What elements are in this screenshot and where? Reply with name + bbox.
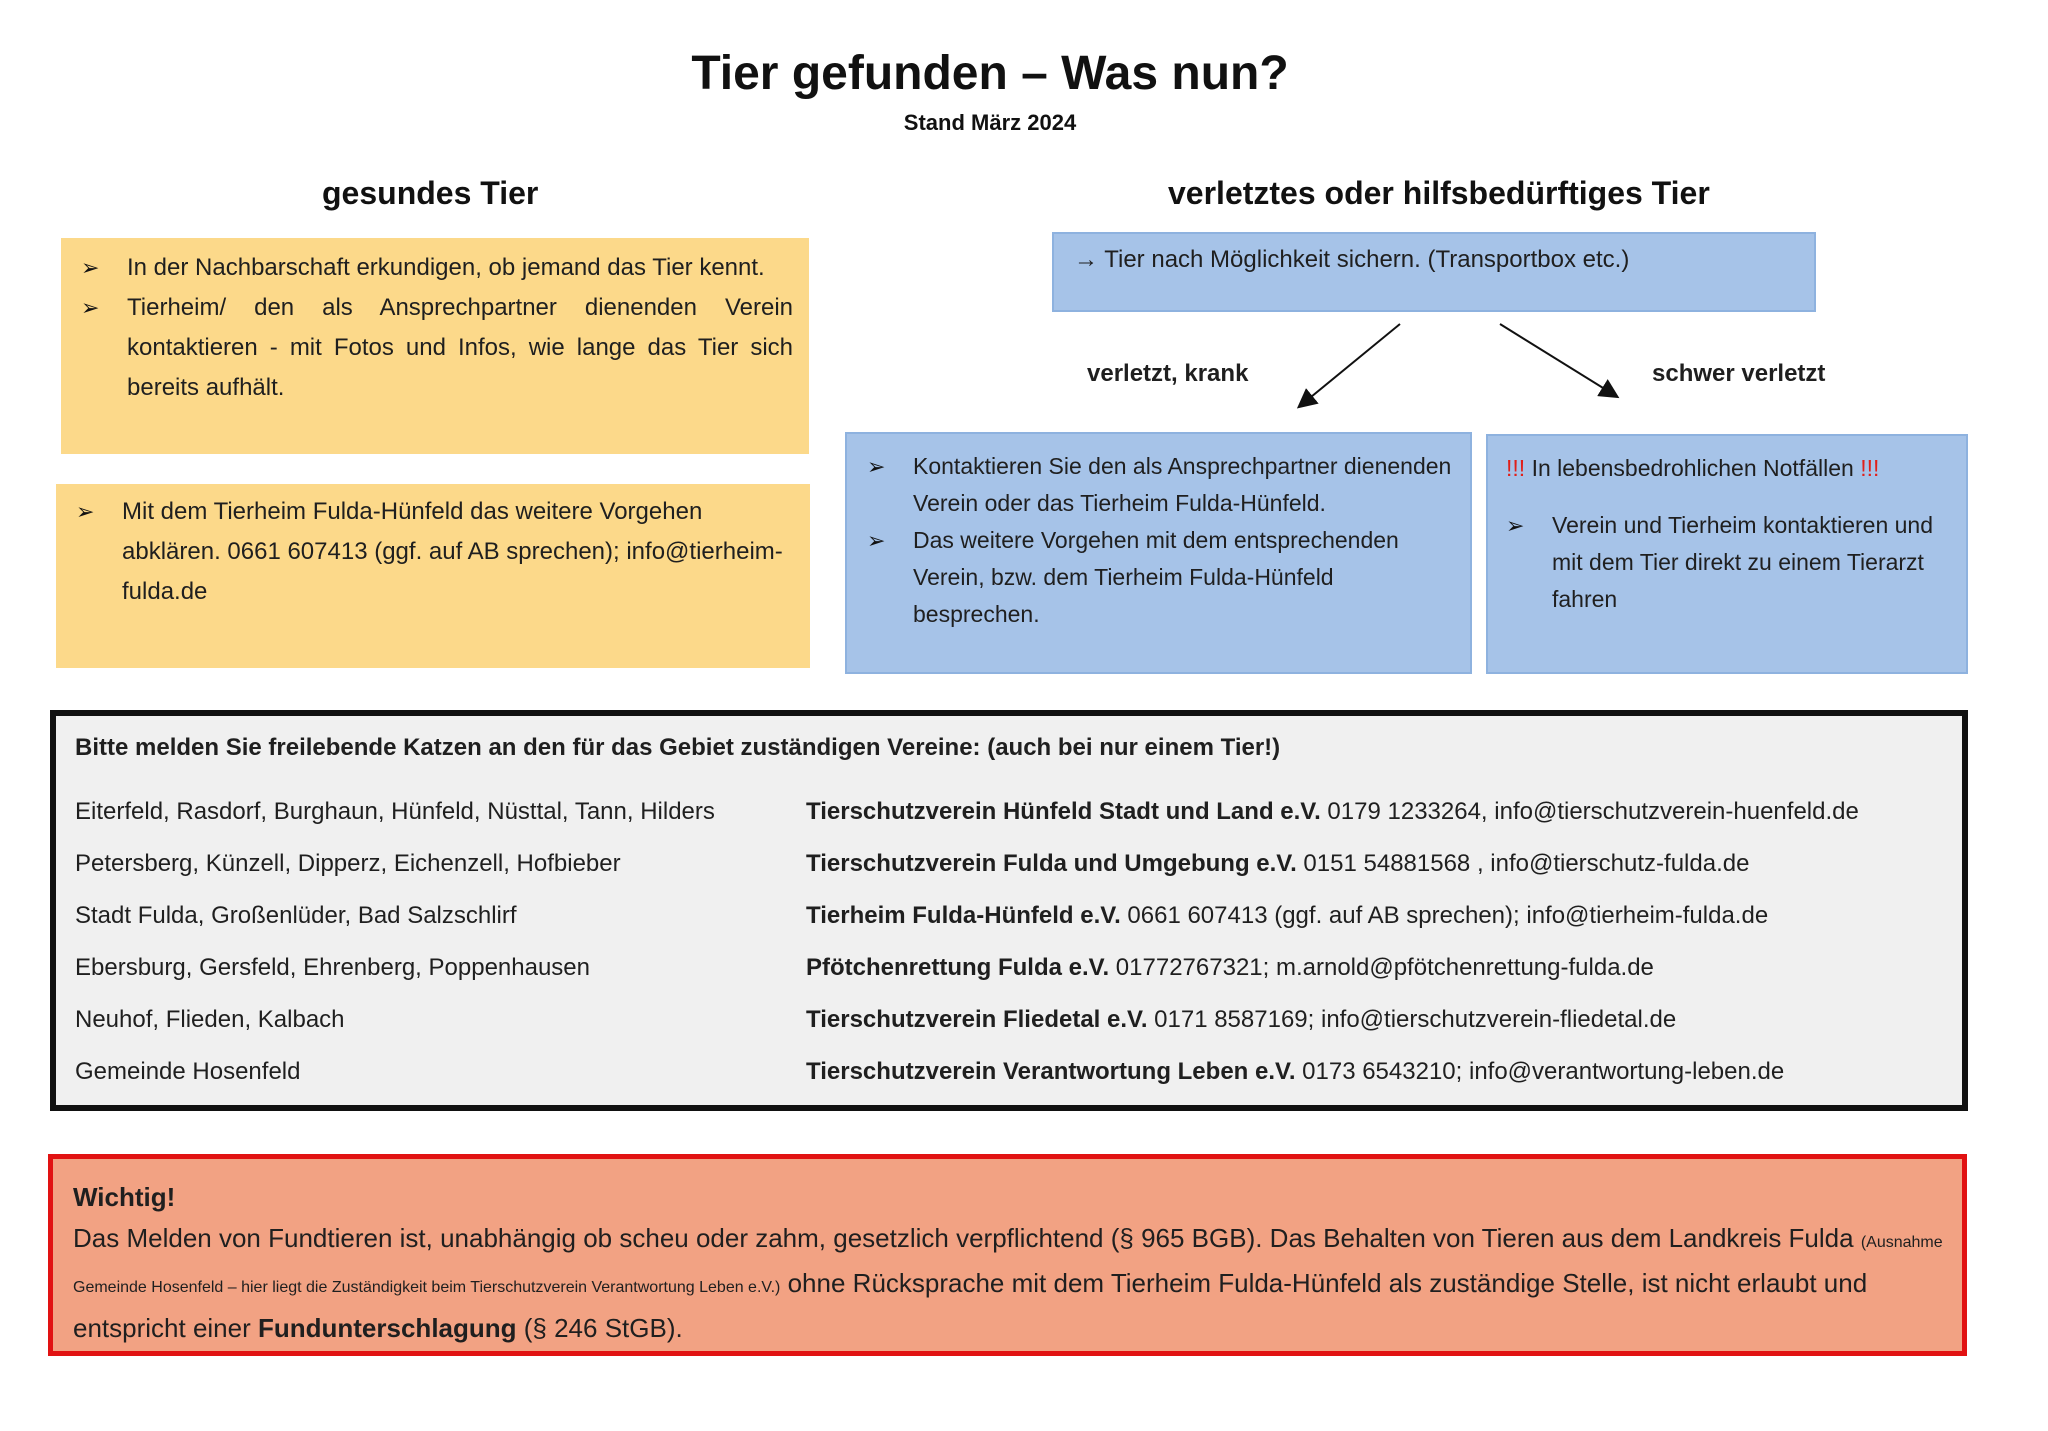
important-heading: Wichtig!	[73, 1182, 176, 1212]
label-injured-sick: verletzt, krank	[1087, 360, 1249, 387]
region-places: Neuhof, Flieden, Kalbach	[75, 1006, 345, 1033]
page-title: Tier gefunden – Was nun?	[691, 47, 1289, 100]
emergency-box	[1486, 434, 1968, 674]
organization-contact: 0179 1233264, info@tierschutzverein-huenfeld.de	[1320, 798, 1859, 825]
list-item: ➢ Das weitere Vorgehen mit dem entsprechenden Verein, bzw. dem Tierheim Fulda-Hünfeld besprechen.	[867, 522, 1452, 633]
organization-name: Pfötchenrettung Fulda e.V.	[806, 954, 1110, 981]
organization-name: Tierschutzverein Fulda und Umgebung e.V.	[806, 850, 1297, 877]
organization-name: Tierschutzverein Hünfeld Stadt und Land e.V.	[806, 798, 1321, 825]
table-row	[75, 954, 1944, 1006]
arrowhead-bullet-icon: ➢	[1506, 513, 1525, 538]
list-item: ➢ In der Nachbarschaft erkundigen, ob jemand das Tier kennt.	[81, 248, 793, 288]
alert-marks: !!!	[1860, 455, 1880, 481]
important-exception-note: (Ausnahme Gemeinde Hosenfeld – hier liegt die Zuständigkeit beim Tierschutzverein Verantwortung Leben e.V.)	[73, 1234, 1943, 1296]
feral-cats-box	[50, 710, 1968, 1111]
healthy-contact-box	[56, 484, 810, 668]
table-row	[75, 1058, 1944, 1110]
flow-arrows	[1260, 318, 1640, 418]
important-text: Das Melden von Fundtieren ist, unabhängig ob scheu oder zahm, gesetzlich verpflichtend (§ 965 BGB). Das Behalten von Tieren aus dem Landkreis Fulda (Ausnahme Gemeinde Hosenfeld – hier liegt die Zuständigkeit beim Tierschutzverein Verantwortung Leben e.V.) ohne Rücksprache mit dem Tierheim Fulda-Hünfeld als zuständige Stelle, ist nicht erlaubt und entspricht einer Fundunterschlagung (§ 246 StGB).	[73, 1223, 1943, 1343]
table-row	[75, 902, 1944, 954]
emergency-alert: !!! In lebensbedrohlichen Notfällen !!!	[1506, 455, 1880, 481]
list-item: ➢ Mit dem Tierheim Fulda-Hünfeld das weitere Vorgehen abklären. 0661 607413 (ggf. auf AB sprechen); info@tierheim-fulda.de	[76, 492, 794, 612]
organization-contact: 01772767321; m.arnold@pfötchenrettung-fulda.de	[1109, 954, 1654, 981]
organization-contact: 0661 607413 (ggf. auf AB sprechen); info@tierheim-fulda.de	[1120, 902, 1769, 929]
arrowhead-bullet-icon: ➢	[81, 255, 100, 280]
list-item: ➢ Tierheim/ den als Ansprechpartner dienenden Verein kontaktieren - mit Fotos und Infos, wie lange das Tier sich bereits aufhält.	[81, 288, 793, 408]
organization-name: Tierschutzverein Fliedetal e.V.	[806, 1006, 1148, 1033]
list-item: ➢ Verein und Tierheim kontaktieren und mit dem Tier direkt zu einem Tierarzt fahren	[1506, 507, 1950, 618]
arrowhead-bullet-icon: ➢	[867, 454, 886, 479]
alert-marks: !!!	[1506, 455, 1526, 481]
arrow-right	[1500, 324, 1616, 396]
page-subtitle: Stand März 2024	[903, 110, 1077, 135]
organization-name: Tierschutzverein Verantwortung Leben e.V.	[806, 1058, 1296, 1085]
heading-healthy-animal: gesundes Tier	[322, 175, 539, 211]
feral-cats-heading: Bitte melden Sie freilebende Katzen an den für das Gebiet zuständigen Vereine: (auch bei nur einem Tier!)	[75, 734, 1281, 761]
arrowhead-bullet-icon: ➢	[81, 295, 100, 320]
injured-steps-box	[845, 432, 1472, 674]
region-places: Gemeinde Hosenfeld	[75, 1058, 301, 1085]
organization-contact: 0151 54881568 , info@tierschutz-fulda.de	[1296, 850, 1750, 877]
arrowhead-bullet-icon: ➢	[867, 528, 886, 553]
list-item: ➢ Kontaktieren Sie den als Ansprechpartner dienenden Verein oder das Tierheim Fulda-Hünfeld.	[867, 448, 1452, 522]
region-places: Stadt Fulda, Großenlüder, Bad Salzschlirf	[75, 902, 517, 929]
important-bold-term: Fundunterschlagung	[257, 1313, 517, 1343]
right-arrow-icon: →	[1074, 246, 1105, 273]
region-places: Petersberg, Künzell, Dipperz, Eichenzell, Hofbieber	[75, 850, 621, 877]
secure-animal-box: → Tier nach Möglichkeit sichern. (Transportbox etc.)	[1052, 232, 1816, 312]
healthy-steps-box	[61, 238, 809, 454]
table-row	[75, 850, 1944, 902]
region-places: Ebersburg, Gersfeld, Ehrenberg, Poppenhausen	[75, 954, 591, 981]
important-notice-box	[48, 1154, 1967, 1356]
organization-contact: 0171 8587169; info@tierschutzverein-fliedetal.de	[1147, 1006, 1677, 1033]
organization-name: Tierheim Fulda-Hünfeld e.V.	[806, 902, 1121, 929]
heading-injured-animal: verletztes oder hilfsbedürftiges Tier	[1168, 175, 1710, 211]
table-row	[75, 798, 1944, 850]
table-row	[75, 1006, 1944, 1058]
label-severely-injured: schwer verletzt	[1652, 360, 1826, 387]
organization-contact: 0173 6543210; info@verantwortung-leben.de	[1295, 1058, 1785, 1085]
arrow-left	[1300, 324, 1400, 406]
region-places: Eiterfeld, Rasdorf, Burghaun, Hünfeld, Nüsttal, Tann, Hilders	[75, 798, 715, 825]
arrowhead-bullet-icon: ➢	[76, 499, 95, 524]
